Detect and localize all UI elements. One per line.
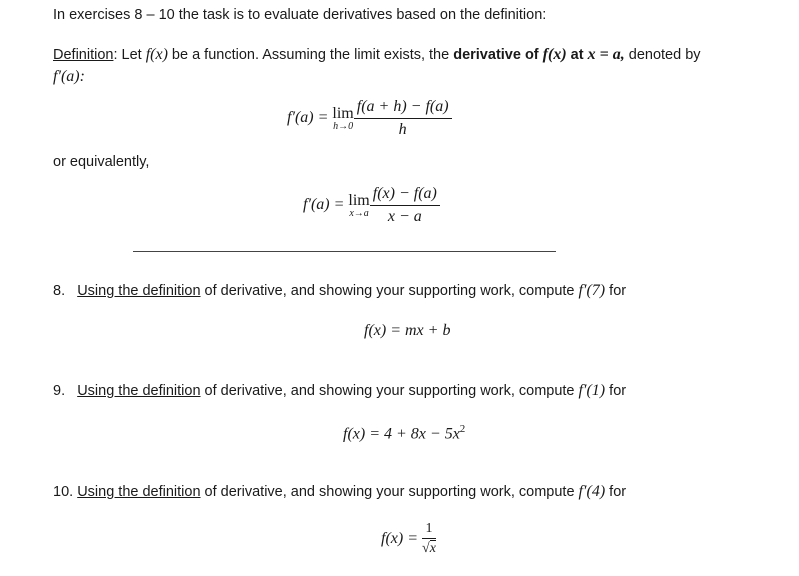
definition-text-c: denoted by [624,47,701,63]
problem-9-function [343,423,465,443]
problem-9-target: f′(1) [578,382,606,399]
formula1-lim [332,106,353,132]
problem-8-target: f′(7) [578,282,606,299]
problem-10-function-lhs: f(x) = [381,530,422,548]
problem-10-underlined: Using the definition [77,484,201,500]
problem-10-function [381,520,436,559]
definition-bold-at: at [566,47,588,63]
section-divider [133,251,556,252]
or-equivalently-text: or equivalently, [53,154,150,170]
problem-10-text: of derivative, and showing your supporting work, compute [200,484,579,500]
derivative-formula-2 [303,183,440,228]
definition-text-a: : Let [113,47,146,63]
problem-9-underlined: Using the definition [77,383,201,399]
problem-10-number: 10. [53,484,74,500]
definition-fx: f(x) [145,46,168,63]
definition-bold-cond: x = a, [587,46,625,63]
problem-9-number: 9. [53,383,66,399]
problem-10-fraction [422,520,436,559]
formula1-denominator: h [398,121,407,138]
definition-fprime-a: f′(a): [53,68,85,85]
formula2-denominator: x − a [387,208,422,225]
problem-9-function-lhs: f(x) = 4 + 8x − 5x [343,425,460,443]
formula2-fraction [370,183,440,228]
formula2-numerator: f(x) − f(a) [370,183,440,206]
problem-9 [53,382,626,400]
formula2-lim-word: lim [348,191,370,209]
formula2-lim-sub: x→a [349,207,369,219]
problem-8-number: 8. [53,283,66,299]
problem-10-radical: √ [422,541,430,556]
problem-10-radicand: x [429,541,436,556]
problem-10-numerator: 1 [422,520,436,539]
problem-10 [53,483,626,501]
problem-8-underlined: Using the definition [77,283,201,299]
formula2-lim [348,193,369,219]
definition-bold-fx: f(x) [542,46,567,63]
intro-text: In exercises 8 – 10 the task is to evaluate derivatives based on the definition: [53,7,547,23]
problem-8-function: f(x) = mx + b [364,322,451,339]
formula1-fraction [354,96,452,141]
problem-10-denominator [422,539,436,559]
derivative-formula-1 [287,96,452,141]
problem-10-target: f′(4) [578,483,606,500]
problem-8 [53,282,626,300]
definition-label: Definition [53,47,114,63]
problem-9-for: for [605,383,627,399]
definition-line [53,46,701,64]
problem-9-function-exp: 2 [459,423,466,435]
problem-8-for: for [605,283,627,299]
formula1-numerator: f(a + h) − f(a) [354,96,452,119]
formula1-lim-word: lim [332,104,354,122]
problem-8-text: of derivative, and showing your supporting work, compute [200,283,579,299]
definition-bold-text: derivative of [453,47,543,63]
formula2-lhs: f′(a) = [303,196,349,214]
problem-10-for: for [605,484,627,500]
formula1-lhs: f′(a) = [287,109,333,127]
problem-9-text: of derivative, and showing your supporting work, compute [200,383,579,399]
definition-text-b: be a function. Assuming the limit exists, the [167,47,454,63]
formula1-lim-sub: h→0 [333,120,354,132]
